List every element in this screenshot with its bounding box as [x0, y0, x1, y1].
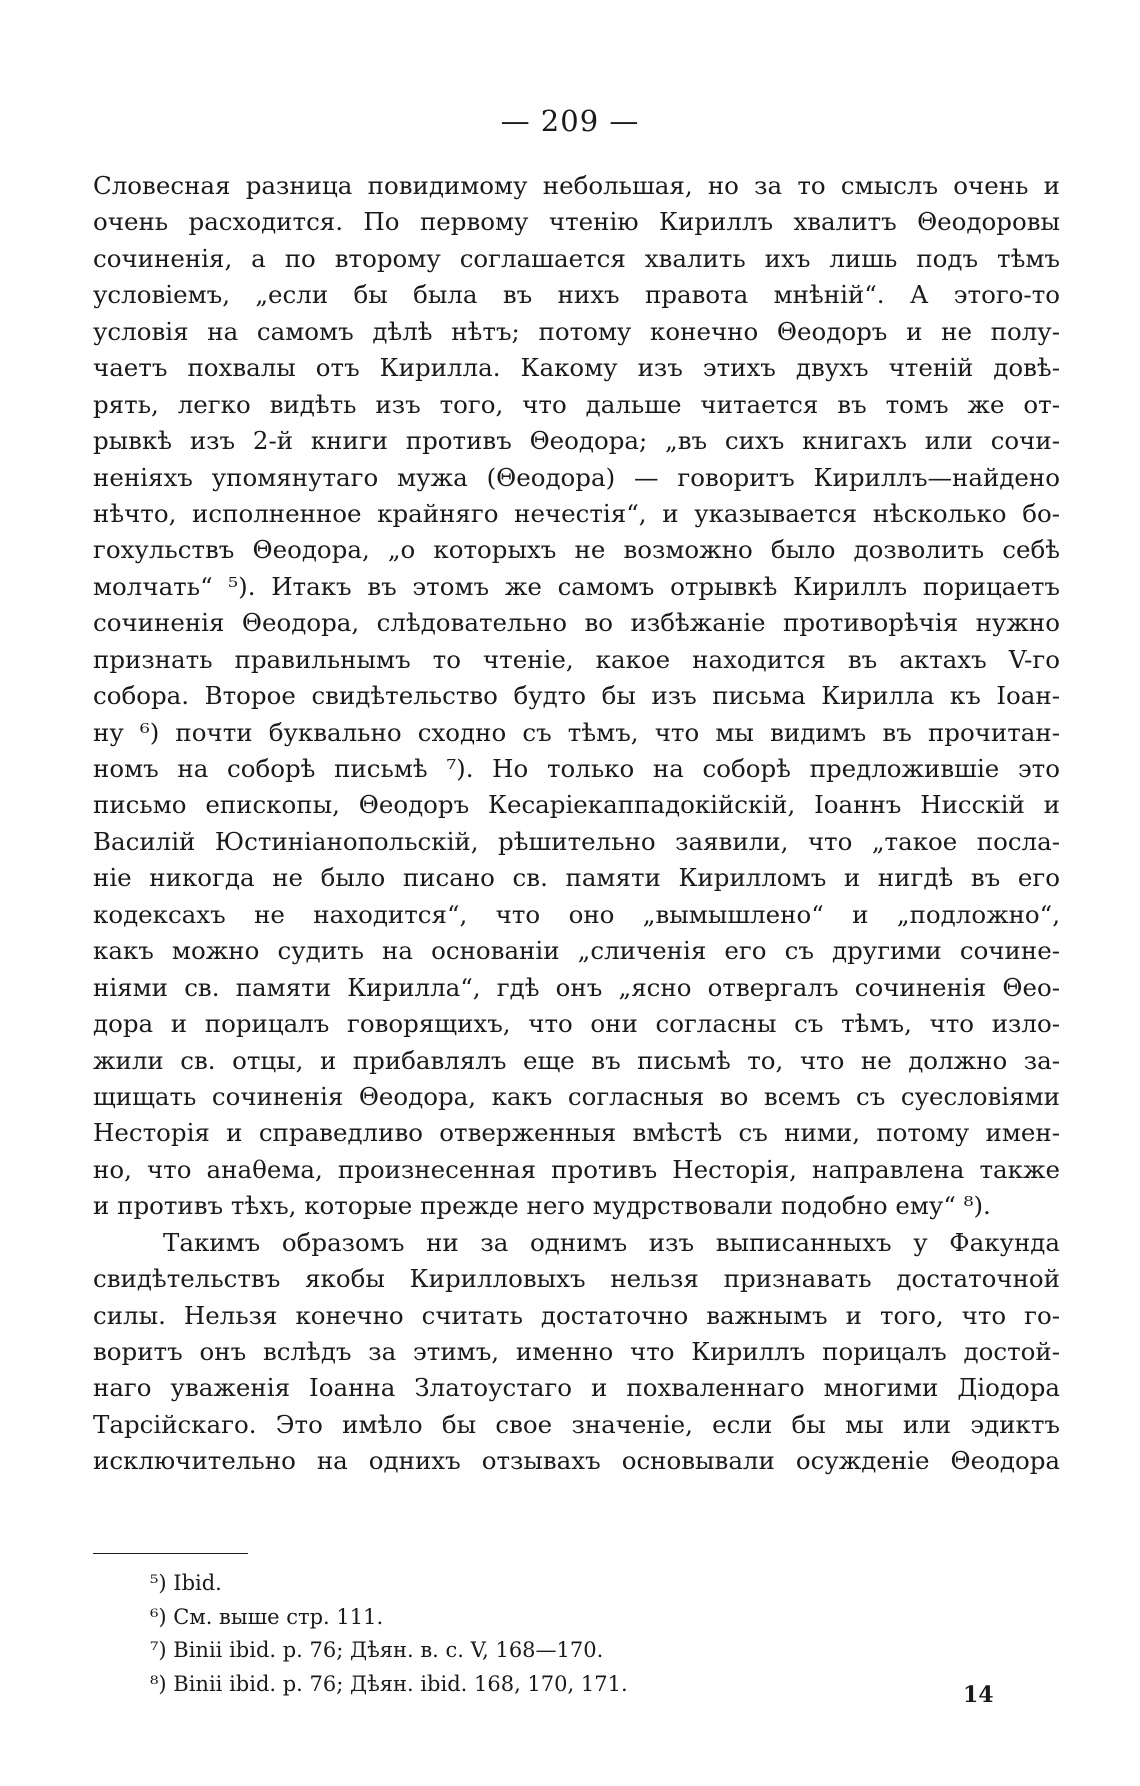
text-line: сочиненія Θеодора, слѣдовательно во избѣжаніе противорѣчія нужно: [93, 608, 1060, 638]
text-line: гохульствъ Θеодора, „о которыхъ не возможно было дозволить себѣ: [93, 535, 1060, 565]
text-line: письмо епископы, Θеодоръ Кесаріекаппадокійскій, Іоаннъ Нисскій и: [93, 790, 1060, 820]
text-line: условіемъ, „если бы была въ нихъ правота мнѣній“. А этого-то: [93, 280, 1060, 310]
text-line: чаетъ похвалы отъ Кирилла. Какому изъ этихъ двухъ чтеній довѣ-: [93, 353, 1060, 383]
footnote: ⁸) Binii ibid. p. 76; Дѣян. ibid. 168, 170, 171.: [150, 1671, 628, 1696]
signature-mark: 14: [963, 1682, 994, 1708]
text-line: Словесная разница повидимому небольшая, но за то смыслъ очень и: [93, 171, 1060, 200]
page-number: — 209 —: [500, 104, 640, 138]
text-line: какъ можно судить на основаніи „сличенія его съ другими сочине-: [93, 936, 1060, 966]
text-line: номъ на соборѣ письмѣ ⁷). Но только на соборѣ предложившіе это: [93, 754, 1060, 783]
footnotes: [150, 1567, 628, 1701]
text-line: Такимъ образомъ ни за однимъ изъ выписанныхъ у Факунда: [163, 1227, 1060, 1257]
text-line: кодексахъ не находится“, что оно „вымышлено“ и „подложно“,: [93, 899, 1060, 929]
footnote: ⁵) Ibid.: [150, 1571, 222, 1595]
text-line: очень расходится. По первому чтенію Кириллъ хвалитъ Θеодоровы: [93, 207, 1060, 237]
text-line: воритъ онъ вслѣдъ за этимъ, именно что Кириллъ порицалъ достой-: [93, 1337, 1060, 1366]
footnote: ⁶) См. выше стр. 111.: [150, 1604, 384, 1629]
text-line: Василій Юстиніанопольскій, рѣшительно заявили, что „такое посла-: [93, 826, 1060, 856]
text-line: молчать“ ⁵). Итакъ въ этомъ же самомъ отрывкѣ Кириллъ порицаетъ: [93, 571, 1060, 601]
text-line: неніяхъ упомянутаго мужа (Θеодора) — говоритъ Кириллъ—найдено: [93, 462, 1060, 492]
text-line: условія на самомъ дѣлѣ нѣтъ; потому конечно Θеодоръ и не полу-: [93, 316, 1060, 346]
text-line: ніями св. памяти Кирилла“, гдѣ онъ „ясно отвергалъ сочиненія Θео-: [93, 972, 1060, 1002]
text-line: рять, легко видѣть изъ того, что дальше читается въ томъ же от-: [93, 389, 1060, 419]
text-line: и противъ тѣхъ, которые прежде него мудрствовали подобно ему“ ⁸).: [93, 1191, 991, 1221]
text-line: сочиненія, а по второму соглашается хвалить ихъ лишь подъ тѣмъ: [93, 243, 1060, 273]
text-line: свидѣтельствъ якобы Кирилловыхъ нельзя признавать достаточной: [93, 1264, 1060, 1294]
text-line: дора и порицалъ говорящихъ, что они согласны съ тѣмъ, что изло-: [93, 1009, 1060, 1039]
text-line: жили св. отцы, и прибавлялъ еще въ письмѣ то, что не должно за-: [93, 1045, 1060, 1075]
text-line: наго уваженія Іоанна Златоустаго и похваленнаго многими Діодора: [93, 1373, 1060, 1403]
text-line: признать правильнымъ то чтеніе, какое находится въ актахъ V-го: [93, 644, 1060, 674]
text-line: нѣчто, исполненное крайняго нечестія“, и указывается нѣсколько бо-: [93, 498, 1060, 528]
footnote-divider: [93, 1553, 248, 1554]
text-line: исключительно на однихъ отзывахъ основывали осужденіе Θеодора: [93, 1446, 1060, 1476]
text-line: Несторія и справедливо отверженныя вмѣстѣ съ ними, потому имен-: [93, 1118, 1060, 1148]
text-line: рывкѣ изъ 2-й книги противъ Θеодора; „въ сихъ книгахъ или сочи-: [93, 426, 1060, 456]
body-text: [93, 168, 1060, 1480]
text-line: ніе никогда не было писано св. памяти Кирилломъ и нигдѣ въ его: [93, 863, 1060, 893]
text-line: собора. Второе свидѣтельство будто бы изъ письма Кирилла къ Іоан-: [93, 681, 1060, 711]
text-line: но, что анаθема, произнесенная противъ Несторія, направлена также: [93, 1154, 1060, 1184]
text-line: силы. Нельзя конечно считать достаточно важнымъ и того, что го-: [93, 1300, 1060, 1330]
text-line: щищать сочиненія Θеодора, какъ согласныя во всемъ съ суесловіями: [93, 1081, 1060, 1111]
text-line: ну ⁶) почти буквально сходно съ тѣмъ, что мы видимъ въ прочитан-: [93, 717, 1060, 747]
footnote: ⁷) Binii ibid. p. 76; Дѣян. в. с. V, 168—170.: [150, 1638, 604, 1662]
text-line: Тарсійскаго. Это имѣло бы свое значеніе, если бы мы или эдиктъ: [93, 1409, 1060, 1439]
